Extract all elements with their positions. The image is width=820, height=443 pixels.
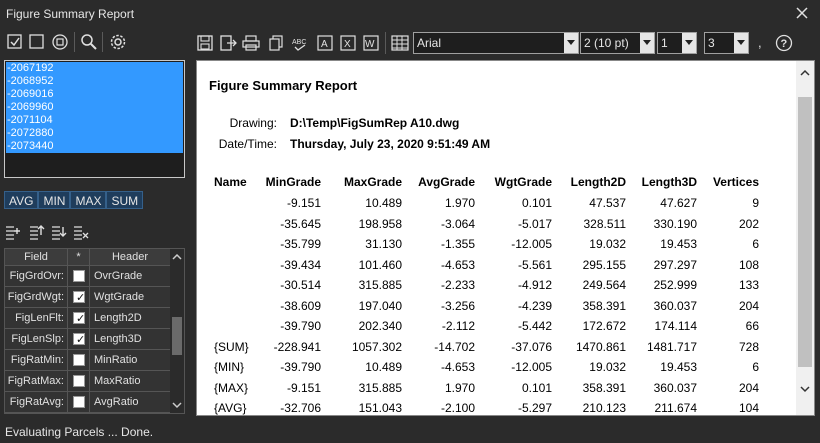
report-column-header: WgtGrade bbox=[494, 175, 552, 189]
grid-check-cell[interactable] bbox=[68, 308, 90, 329]
report-cell: -5.561 bbox=[517, 257, 552, 272]
export-word-icon[interactable] bbox=[362, 34, 380, 52]
report-cell: 10.489 bbox=[365, 360, 402, 374]
report-cell: -2.112 bbox=[441, 319, 475, 333]
report-scrollbar[interactable] bbox=[796, 61, 814, 415]
table-row[interactable] bbox=[5, 287, 171, 308]
grid-scrollbar[interactable] bbox=[170, 249, 184, 413]
report-cell: 204 bbox=[738, 298, 759, 313]
report-row-name: {MAX} bbox=[214, 380, 249, 395]
table-grid-icon[interactable] bbox=[391, 34, 409, 52]
report-cell: 104 bbox=[738, 401, 759, 415]
grid-scroll-thumb[interactable] bbox=[172, 317, 182, 355]
chevron-down-icon[interactable] bbox=[640, 33, 654, 53]
checkbox[interactable] bbox=[73, 396, 85, 408]
report-cell: -1.355 bbox=[440, 237, 475, 251]
report-column-header: Length3D bbox=[641, 175, 697, 189]
sum-button[interactable]: SUM bbox=[106, 191, 143, 209]
checkbox[interactable] bbox=[73, 375, 85, 387]
grid-header-cell[interactable]: Length2D bbox=[94, 312, 142, 324]
table-row[interactable] bbox=[5, 266, 171, 287]
report-column-header: Length2D bbox=[570, 175, 626, 189]
list-item[interactable]: -2071104 bbox=[7, 114, 53, 126]
report-cell: -37.076 bbox=[511, 339, 552, 354]
font-size-value: 2 (10 pt) bbox=[584, 36, 629, 50]
grid-header-star[interactable]: * bbox=[68, 249, 90, 266]
report-cell: -5.017 bbox=[517, 216, 552, 231]
report-cell: 1.970 bbox=[444, 196, 475, 210]
datetime-value: Thursday, July 23, 2020 9:51:49 AM bbox=[290, 137, 491, 151]
report-cell: 330.190 bbox=[653, 216, 697, 231]
object-list[interactable] bbox=[4, 60, 185, 178]
report-cell: 101.460 bbox=[358, 257, 402, 272]
report-cell: 1057.302 bbox=[351, 339, 402, 354]
report-cell: 328.511 bbox=[583, 216, 626, 231]
grid-check-cell[interactable] bbox=[68, 392, 90, 413]
drawing-label: Drawing: bbox=[229, 116, 277, 130]
svg-text:X: X bbox=[344, 39, 351, 50]
grid-field-cell[interactable]: FigLenSlp: bbox=[5, 329, 68, 350]
uncheck-all-icon[interactable] bbox=[28, 33, 46, 51]
field-grid bbox=[4, 248, 185, 414]
report-column-header: Vertices bbox=[712, 175, 759, 189]
report-cell: 358.391 bbox=[582, 298, 626, 313]
svg-text:?: ? bbox=[780, 38, 788, 50]
list-item[interactable]: -2072880 bbox=[7, 127, 54, 139]
report-cell: 297.297 bbox=[653, 257, 697, 272]
grid-header-cell[interactable]: MaxRatio bbox=[94, 375, 141, 387]
list-item[interactable]: -2068952 bbox=[7, 75, 54, 87]
report-cell: 249.564 bbox=[582, 278, 626, 292]
report-cell: 204 bbox=[738, 380, 759, 395]
report-cell: -12.005 bbox=[511, 360, 552, 374]
toolbar-separator bbox=[102, 32, 103, 52]
datetime-label: Date/Time: bbox=[218, 137, 277, 151]
grid-field-cell[interactable]: FigGrdWgt: bbox=[5, 287, 68, 308]
grid-header-cell[interactable]: WgtGrade bbox=[94, 291, 145, 303]
report-cell: -9.151 bbox=[286, 380, 321, 395]
option-2-value: 3 bbox=[708, 36, 715, 50]
grid-header-cell[interactable]: OvrGrade bbox=[94, 270, 143, 282]
report-cell: -3.064 bbox=[440, 216, 475, 231]
move-down-icon[interactable] bbox=[50, 223, 68, 241]
insert-row-icon[interactable] bbox=[4, 223, 22, 241]
report-row-name: {MIN} bbox=[214, 360, 245, 374]
select-objects-icon[interactable] bbox=[51, 33, 69, 51]
report-cell: 6 bbox=[752, 360, 759, 374]
report-row-name: {SUM} bbox=[214, 339, 249, 354]
report-cell: -35.645 bbox=[280, 216, 321, 231]
report-cell: -4.912 bbox=[517, 278, 552, 292]
scroll-down-icon[interactable] bbox=[171, 399, 183, 411]
report-cell: 9 bbox=[752, 196, 759, 210]
report-cell: 728 bbox=[738, 339, 759, 354]
table-row[interactable] bbox=[5, 350, 171, 371]
checkmark-icon: ✓ bbox=[76, 292, 86, 304]
table-row[interactable] bbox=[5, 392, 171, 413]
grid-check-cell[interactable] bbox=[68, 329, 90, 350]
max-button[interactable]: MAX bbox=[70, 191, 106, 209]
grid-header-header[interactable]: Header bbox=[90, 249, 171, 266]
table-row[interactable] bbox=[5, 329, 171, 350]
report-column-header: AvgGrade bbox=[418, 175, 475, 189]
report-cell: 295.155 bbox=[582, 257, 626, 272]
save-icon[interactable] bbox=[196, 34, 214, 52]
print-icon[interactable] bbox=[242, 34, 260, 52]
report-cell: 1470.861 bbox=[575, 339, 626, 354]
report-cell: 202.340 bbox=[358, 319, 402, 333]
report-column-header: MaxGrade bbox=[343, 175, 402, 189]
export-icon[interactable] bbox=[219, 34, 237, 52]
report-cell: 211.674 bbox=[654, 401, 697, 415]
checkbox[interactable] bbox=[73, 312, 85, 324]
grid-field-cell[interactable]: FigLenFlt: bbox=[5, 308, 68, 329]
export-excel-icon[interactable] bbox=[339, 34, 357, 52]
report-cell: 19.032 bbox=[589, 360, 626, 374]
chevron-down-icon[interactable] bbox=[682, 33, 696, 53]
checkbox[interactable] bbox=[73, 270, 85, 282]
option-2-select[interactable] bbox=[704, 32, 749, 54]
report-cell: 174.114 bbox=[654, 319, 697, 333]
report-cell: -5.297 bbox=[517, 401, 552, 415]
close-icon[interactable] bbox=[794, 5, 810, 21]
report-row-name: {AVG} bbox=[214, 401, 247, 415]
grid-check-cell[interactable] bbox=[68, 287, 90, 308]
aggregate-buttons bbox=[4, 191, 143, 209]
grid-field-cell[interactable]: FigGrdOvr: bbox=[5, 266, 68, 287]
checkbox[interactable] bbox=[73, 354, 85, 366]
drawing-value: D:\Temp\FigSumRep A10.dwg bbox=[290, 116, 460, 130]
row-action-icons bbox=[4, 222, 104, 242]
window-title: Figure Summary Report bbox=[6, 7, 135, 21]
grid-header-cell[interactable]: Length3D bbox=[94, 333, 142, 345]
check-all-icon[interactable] bbox=[6, 33, 24, 51]
report-cell: -39.790 bbox=[280, 360, 321, 374]
report-cell: -9.151 bbox=[286, 196, 321, 210]
report-cell: -39.790 bbox=[280, 319, 321, 333]
report-cell: 210.123 bbox=[582, 401, 626, 415]
report-cell: 0.101 bbox=[521, 196, 552, 210]
report-cell: 1.970 bbox=[444, 380, 475, 395]
report-view[interactable] bbox=[196, 60, 815, 416]
font-size-select[interactable] bbox=[580, 32, 655, 54]
grid-field-cell[interactable]: FigRatMax: bbox=[5, 371, 68, 392]
avg-button[interactable]: AVG bbox=[4, 191, 38, 209]
report-cell: 31.130 bbox=[365, 237, 402, 251]
title-bar bbox=[0, 0, 820, 28]
report-cell: -4.653 bbox=[440, 360, 475, 374]
report-cell: 151.043 bbox=[358, 401, 402, 415]
chevron-down-icon[interactable] bbox=[734, 33, 748, 53]
delete-row-icon[interactable] bbox=[72, 223, 90, 241]
report-cell: 10.489 bbox=[365, 196, 402, 210]
svg-text:ABC: ABC bbox=[292, 39, 307, 46]
copy-icon[interactable] bbox=[268, 34, 286, 52]
spell-check-icon[interactable] bbox=[291, 34, 309, 52]
help-icon[interactable] bbox=[775, 34, 793, 52]
report-cell: 360.037 bbox=[653, 298, 697, 313]
report-cell: -4.653 bbox=[440, 257, 475, 272]
report-cell: -32.706 bbox=[280, 401, 321, 415]
report-cell: -14.702 bbox=[434, 339, 475, 354]
report-cell: 315.885 bbox=[358, 380, 402, 395]
checkbox[interactable] bbox=[73, 291, 85, 303]
report-column-header: MinGrade bbox=[265, 175, 321, 189]
report-column-header: Name bbox=[214, 175, 247, 189]
report-title: Figure Summary Report bbox=[209, 78, 358, 93]
scroll-up-icon[interactable] bbox=[799, 67, 811, 79]
report-cell: -5.442 bbox=[517, 319, 552, 333]
report-cell: -2.100 bbox=[440, 401, 475, 415]
report-cell: 19.453 bbox=[660, 237, 697, 251]
scroll-up-icon[interactable] bbox=[171, 251, 183, 263]
report-cell: 47.537 bbox=[589, 196, 626, 210]
chevron-down-icon[interactable] bbox=[564, 33, 578, 53]
font-family-select[interactable] bbox=[413, 32, 579, 54]
list-item[interactable]: -2067192 bbox=[7, 62, 54, 74]
report-cell: -228.941 bbox=[273, 339, 321, 354]
report-cell: -2.233 bbox=[440, 278, 475, 292]
report-cell: 19.453 bbox=[660, 360, 697, 374]
report-cell: -35.799 bbox=[280, 237, 321, 251]
grid-field-cell[interactable]: FigRatMin: bbox=[5, 350, 68, 371]
report-cell: 198.958 bbox=[358, 216, 402, 231]
report-cell: 19.032 bbox=[589, 237, 626, 251]
report-cell: -12.005 bbox=[511, 237, 552, 251]
report-cell: 202 bbox=[738, 216, 759, 231]
grid-check-cell[interactable] bbox=[68, 266, 90, 287]
report-cell: 358.391 bbox=[582, 380, 626, 395]
list-item[interactable]: -2069960 bbox=[7, 101, 54, 113]
table-row[interactable] bbox=[5, 308, 171, 329]
grid-check-cell[interactable] bbox=[68, 350, 90, 371]
table-row[interactable] bbox=[5, 371, 171, 392]
svg-text:A: A bbox=[321, 39, 328, 50]
toolbar-separator bbox=[385, 32, 386, 54]
report-cell: 360.037 bbox=[653, 380, 697, 395]
grid-header-cell[interactable]: MinRatio bbox=[94, 354, 138, 366]
checkmark-icon: ✓ bbox=[76, 334, 86, 346]
report-cell: 315.885 bbox=[358, 278, 402, 292]
font-family-value: Arial bbox=[417, 36, 442, 50]
option-1-value: 1 bbox=[661, 36, 668, 50]
report-cell: -30.514 bbox=[280, 278, 321, 292]
report-cell: 66 bbox=[745, 319, 759, 333]
left-toolbar bbox=[0, 28, 192, 56]
move-up-icon[interactable] bbox=[28, 223, 46, 241]
zoom-icon[interactable] bbox=[80, 33, 98, 51]
report-cell: 1481.717 bbox=[646, 339, 697, 354]
report-cell: 133 bbox=[738, 278, 759, 292]
scroll-down-icon[interactable] bbox=[799, 383, 811, 395]
report-cell: 0.101 bbox=[521, 380, 552, 395]
report-cell: 172.672 bbox=[582, 319, 626, 333]
report-cell: 252.999 bbox=[653, 278, 697, 292]
list-item[interactable]: -2073440 bbox=[7, 140, 54, 152]
checkbox[interactable] bbox=[73, 333, 85, 345]
option-1-select[interactable] bbox=[657, 32, 697, 54]
report-scroll-thumb[interactable] bbox=[798, 97, 812, 367]
report-cell: 108 bbox=[738, 257, 759, 272]
status-text: Evaluating Parcels ... Done. bbox=[5, 425, 154, 439]
report-cell: -4.239 bbox=[517, 298, 552, 313]
separator-char[interactable]: , bbox=[758, 35, 762, 50]
report-cell: -38.609 bbox=[280, 298, 321, 313]
report-cell: -39.434 bbox=[280, 257, 321, 272]
toolbar-separator bbox=[74, 32, 75, 52]
svg-text:W: W bbox=[365, 39, 375, 50]
report-cell: 6 bbox=[752, 237, 759, 251]
grid-header-cell[interactable]: AvgRatio bbox=[94, 396, 139, 408]
grid-field-cell[interactable]: FigRatAvg: bbox=[5, 392, 68, 413]
report-cell: -3.256 bbox=[440, 298, 475, 313]
checkmark-icon: ✓ bbox=[76, 313, 86, 325]
report-cell: 47.627 bbox=[660, 196, 697, 210]
grid-header-field[interactable]: Field bbox=[5, 249, 68, 266]
grid-check-cell[interactable] bbox=[68, 371, 90, 392]
gear-icon[interactable] bbox=[109, 33, 127, 51]
list-item[interactable]: -2069016 bbox=[7, 88, 54, 100]
min-button[interactable]: MIN bbox=[38, 191, 70, 209]
export-text-icon[interactable] bbox=[316, 34, 334, 52]
report-cell: 197.040 bbox=[358, 298, 402, 313]
